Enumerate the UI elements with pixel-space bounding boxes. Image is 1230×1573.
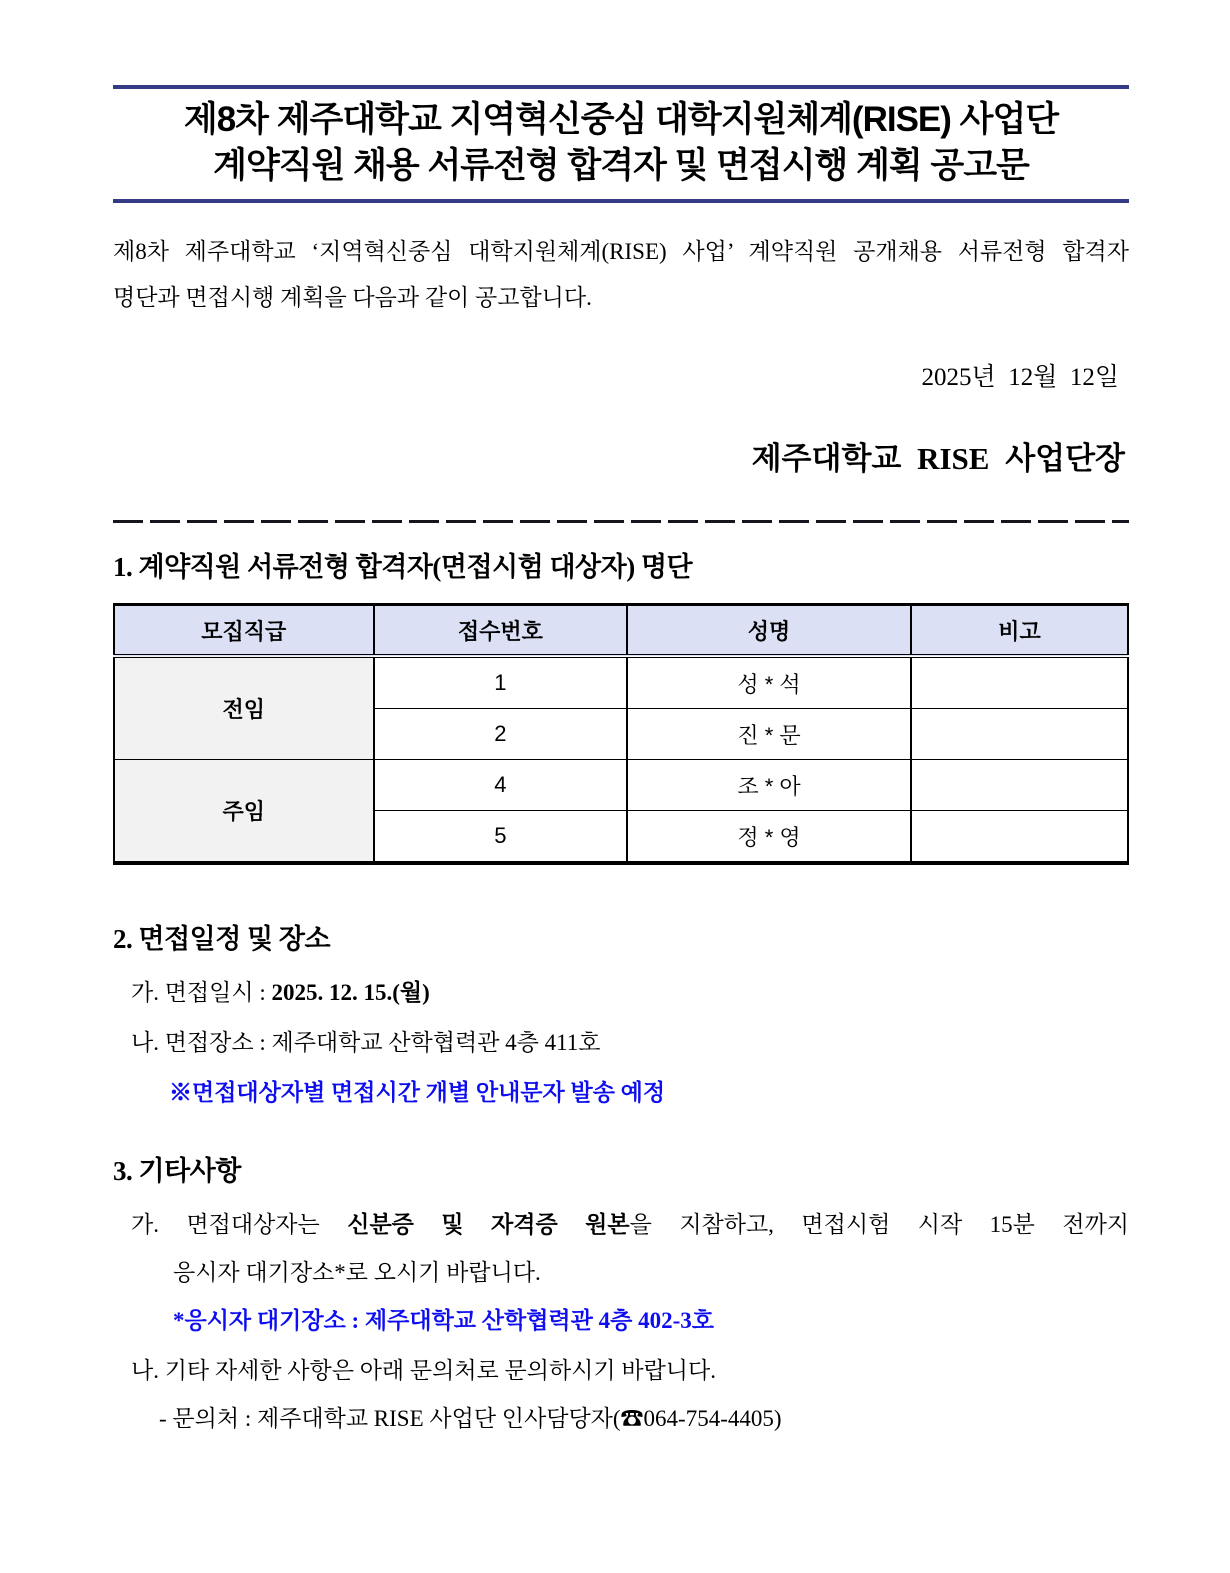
intro-line1: 제8차 제주대학교 ‘지역혁신중심 대학지원체계(RISE) 사업’ 계약직원 공개채용 서류전형 합격자 xyxy=(113,239,1129,264)
announcement-date: 2025년 12월 12일 xyxy=(921,364,1119,391)
interview-datetime-label: 가. 면접일시 : xyxy=(131,980,272,1005)
item-a-bold: 신분증 및 자격증 원본 xyxy=(347,1212,630,1237)
col-header-number: 접수번호 xyxy=(374,605,628,657)
item-a-prefix: 가. 면접대상자는 xyxy=(131,1212,348,1237)
cell-name: 성 * 석 xyxy=(627,656,911,709)
cell-note xyxy=(911,811,1128,864)
section3-item-b: 나. 기타 자세한 사항은 아래 문의처로 문의하시기 바랍니다. xyxy=(131,1358,716,1383)
cell-number: 2 xyxy=(374,709,628,760)
cell-note xyxy=(911,709,1128,760)
col-header-name: 성명 xyxy=(627,605,911,657)
intro-paragraph xyxy=(113,229,1129,321)
pass-list-table xyxy=(113,603,1129,865)
section2-item-a xyxy=(131,977,1129,1009)
section3-item-a-line1 xyxy=(131,1209,1129,1241)
section3-item-a-line2: 응시자 대기장소*로 오시기 바랍니다. xyxy=(173,1260,541,1285)
document-title-line2: 계약직원 채용 서류전형 합격자 및 면접시행 계획 공고문 xyxy=(213,146,1029,185)
pass-table-wrap xyxy=(113,603,1129,865)
section2-heading: 2. 면접일정 및 장소 xyxy=(113,924,331,954)
cell-note xyxy=(911,760,1128,811)
signature: 제주대학교 RISE 사업단장 xyxy=(751,441,1125,476)
cell-number: 4 xyxy=(374,760,628,811)
section3-heading: 3. 기타사항 xyxy=(113,1156,241,1186)
intro-line2: 명단과 면접시행 계획을 다음과 같이 공고합니다. xyxy=(113,285,592,310)
section2-blue-note: ※면접대상자별 면접시간 개별 안내문자 발송 예정 xyxy=(169,1080,666,1105)
section3-blue-note: *응시자 대기장소 : 제주대학교 산학협력관 4층 402-3호 xyxy=(173,1308,714,1333)
col-header-note: 비고 xyxy=(911,605,1128,657)
interview-datetime-value: 2025. 12. 15.(월) xyxy=(271,980,430,1005)
table-header-row xyxy=(114,605,1128,657)
dashed-divider xyxy=(113,520,1129,523)
table-row xyxy=(114,656,1128,709)
table-row xyxy=(114,760,1128,811)
cell-position: 주임 xyxy=(114,760,374,864)
col-header-position: 모집직급 xyxy=(114,605,374,657)
cell-name: 정 * 영 xyxy=(627,811,911,864)
contact-line: - 문의처 : 제주대학교 RISE 사업단 인사담당자(☎064-754-4405) xyxy=(159,1406,782,1431)
page-content xyxy=(113,0,1129,1435)
cell-name: 조 * 아 xyxy=(627,760,911,811)
cell-name: 진 * 문 xyxy=(627,709,911,760)
document-title-block xyxy=(113,85,1129,203)
cell-note xyxy=(911,656,1128,709)
cell-number: 1 xyxy=(374,656,628,709)
cell-number: 5 xyxy=(374,811,628,864)
item-a-suffix: 을 지참하고, 면접시험 시작 15분 전까지 xyxy=(629,1212,1130,1237)
section2-item-b: 나. 면접장소 : 제주대학교 산학협력관 4층 411호 xyxy=(131,1030,601,1055)
document-title-line1: 제8차 제주대학교 지역혁신중심 대학지원체계(RISE) 사업단 xyxy=(183,100,1059,139)
cell-position: 전임 xyxy=(114,656,374,760)
section1-heading: 1. 계약직원 서류전형 합격자(면접시험 대상자) 명단 xyxy=(113,552,693,582)
